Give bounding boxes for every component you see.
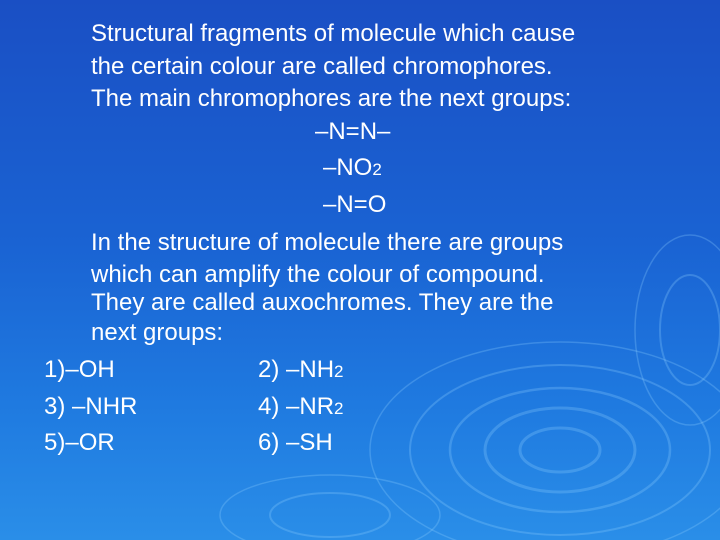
auxochrome-item-3: 3) –NHR (44, 393, 138, 420)
auxochrome-text-line-4: next groups: (91, 319, 224, 346)
auxochrome-text-line-2: which can amplify the colour of compound. (91, 261, 545, 288)
auxochrome-item-2-subscript: 2 (334, 362, 344, 381)
auxochrome-item-4-text: 4) –NR (258, 393, 335, 420)
auxochrome-item-5: 5)–OR (44, 429, 115, 456)
chromophore-nitro (323, 153, 382, 185)
chromophore-azo: –N=N– (315, 118, 391, 145)
chromophore-nitroso: –N=O (323, 191, 387, 218)
auxochrome-item-4-subscript: 2 (334, 399, 344, 418)
intro-line-1: Structural fragments of molecule which cause (91, 20, 576, 47)
auxochrome-item-2 (258, 355, 344, 387)
intro-line-2: the certain colour are called chromophores. (91, 53, 553, 80)
auxochrome-item-4 (258, 392, 344, 424)
auxochrome-item-2-text: 2) –NH (258, 356, 335, 383)
auxochrome-item-1: 1)–OH (44, 356, 115, 383)
auxochrome-item-6: 6) –SH (258, 429, 333, 456)
intro-line-3: The main chromophores are the next groups: (91, 85, 572, 112)
auxochrome-text-line-3: They are called auxochromes. They are the (91, 289, 554, 316)
chromophore-nitro-text: –NO (323, 154, 373, 181)
chromophore-nitro-subscript: 2 (372, 160, 382, 179)
auxochrome-text-line-1: In the structure of molecule there are groups (91, 229, 564, 256)
